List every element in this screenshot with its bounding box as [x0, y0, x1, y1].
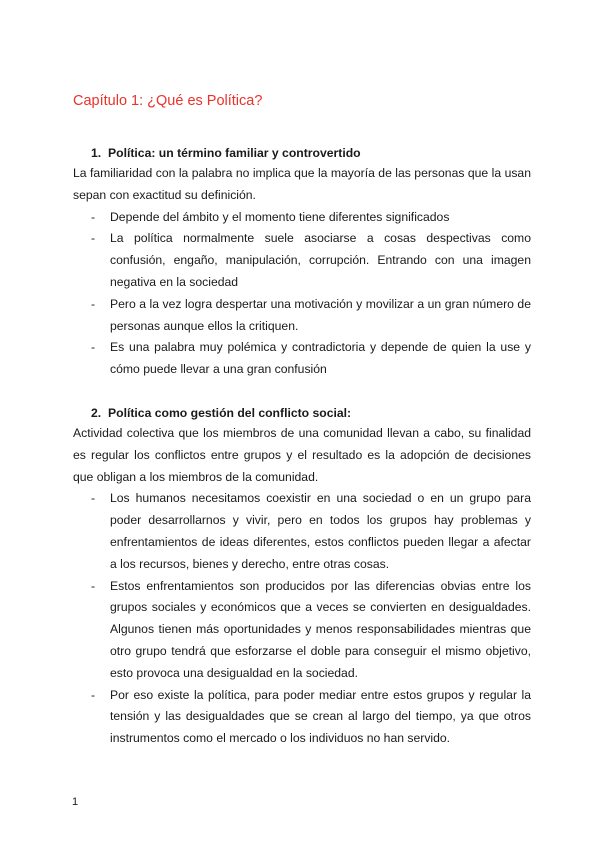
bullet-dash: -: [91, 687, 96, 702]
list-item: [73, 294, 531, 338]
section-heading: [73, 143, 531, 163]
list-item-text: La política normalmente suele asociarse a cosas despectivas como confusión, engaño, manipulación, corrupción. Entrando con una imagen negativa en la sociedad: [110, 231, 531, 289]
section-number: 2.: [91, 406, 102, 420]
bullet-dash: -: [91, 578, 96, 593]
bullet-dash: -: [91, 491, 96, 506]
bullet-list: [73, 207, 531, 381]
bullet-dash: -: [91, 296, 96, 311]
list-item-text: Depende del ámbito y el momento tiene diferentes significados: [110, 209, 450, 224]
list-item: [73, 207, 531, 229]
list-item: [73, 685, 531, 750]
section-title: Política: un término familiar y controvertido: [108, 146, 361, 160]
bullet-dash: -: [91, 231, 96, 246]
chapter-title: Capítulo 1: ¿Qué es Política?: [73, 93, 263, 109]
bullet-dash: -: [91, 340, 96, 355]
bullet-list: [73, 488, 531, 750]
list-item-text: Por eso existe la política, para poder mediar entre estos grupos y regular la tensión y las desigualdades que se crean al largo del tiempo, ya que otros instrumentos como el mercado o los individuos no han servido.: [110, 687, 531, 746]
bullet-dash: -: [91, 209, 96, 224]
section-2: [73, 403, 531, 750]
list-item-text: Pero a la vez logra despertar una motivación y movilizar a un gran número de personas aunque ellos la critiquen.: [110, 296, 531, 333]
list-item: [73, 576, 531, 685]
section-intro: Actividad colectiva que los miembros de una comunidad llevan a cabo, su finalidad es regular los conflictos entre grupos y el resultado es la adopción de decisiones que obligan a los miembros de la comunidad.: [73, 426, 531, 484]
section-heading: [73, 403, 531, 423]
list-item: [73, 337, 531, 381]
list-item-text: Los humanos necesitamos coexistir en una sociedad o en un grupo para poder desarrollarnos y vivir, pero en todos los grupos hay problemas y enfrentamientos de ideas diferentes, estos conflictos pueden llegar a afectar a los recursos, bienes y derecho, entre otras cosas.: [110, 491, 531, 571]
section-number: 1.: [91, 146, 102, 160]
page-number: 1: [72, 796, 79, 808]
section-title: Política como gestión del conflicto social:: [108, 406, 352, 420]
section-1: [73, 143, 531, 381]
list-item: [73, 228, 531, 293]
list-item-text: Es una palabra muy polémica y contradictoria y depende de quien la use y cómo puede llevar a una gran confusión: [110, 340, 531, 377]
list-item-text: Estos enfrentamientos son producidos por las diferencias obvias entre los grupos sociales y económicos que a veces se convierten en desigualdades. Algunos tienen más oportunidades y menos responsabilidades mientras que otro grupo tendrá que esforzarse el doble para conseguir el mismo objetivo, esto provoca una desigualdad en la sociedad.: [110, 578, 531, 680]
list-item: [73, 488, 531, 575]
section-intro: La familiaridad con la palabra no implica que la mayoría de las personas que la usan sepan con exactitud su definición.: [73, 166, 531, 202]
